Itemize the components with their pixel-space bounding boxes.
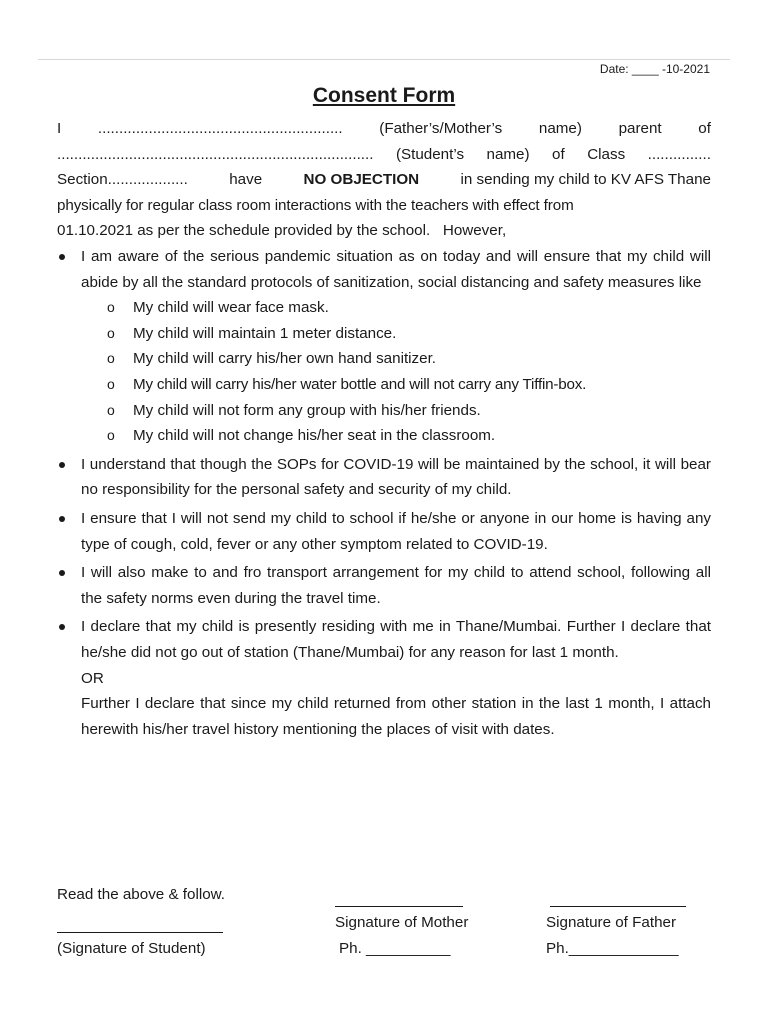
declaration-item-1 bbox=[57, 244, 711, 449]
protocol-sublist bbox=[81, 295, 711, 449]
mother-signature-line[interactable] bbox=[335, 906, 463, 907]
intro-line-3 bbox=[57, 167, 711, 193]
declaration-alt-text: Further I declare that since my child returned from other station in the last 1 month, I attach herewith his/her travel history mentioning the places of visit with dates. bbox=[81, 695, 711, 738]
declaration-text: I ensure that I will not send my child to school if he/she or anyone in our home is having any type of cough, cold, fever or any other symptom related to COVID-19. bbox=[81, 509, 711, 553]
intro-text: I bbox=[57, 120, 62, 137]
protocol-item: o My child will wear face mask. bbox=[107, 295, 711, 321]
declaration-text: I declare that my child is presently residing with me in Thane/Mumbai. Further I declare that he/she did not go out of station (Thane/Mumbai) for any reason for last 1 month. bbox=[81, 618, 711, 661]
protocol-item: o My child will maintain 1 meter distance. bbox=[107, 321, 711, 347]
intro-text: 01.10.2021 as per the schedule provided by the school. However, bbox=[57, 222, 507, 240]
declaration-item-4 bbox=[57, 560, 711, 611]
or-label: OR bbox=[81, 669, 104, 687]
student-signature-label: (Signature of Student) bbox=[57, 940, 206, 957]
intro-line-5 bbox=[57, 218, 711, 244]
mother-signature-label: Signature of Mother bbox=[335, 914, 469, 931]
intro-line-4 bbox=[57, 193, 711, 219]
intro-text: parent bbox=[618, 120, 662, 137]
protocol-item: o My child will not change his/her seat in the classroom. bbox=[107, 423, 711, 449]
header-rule bbox=[38, 59, 730, 60]
declaration-text: I will also make to and fro transport arrangement for my child to attend school, following all the safety norms even during the travel time. bbox=[81, 564, 711, 607]
student-signature-line[interactable] bbox=[57, 932, 223, 933]
declaration-item-5 bbox=[57, 614, 711, 742]
form-title: Consent Form bbox=[312, 84, 456, 107]
father-signature-line[interactable] bbox=[550, 906, 686, 907]
protocol-item: o My child will carry his/her water bottle and will not carry any Tiffin-box. bbox=[107, 372, 711, 398]
intro-paragraph bbox=[57, 116, 711, 244]
read-follow-text: Read the above & follow. bbox=[57, 886, 226, 903]
intro-text: (Student’s bbox=[395, 145, 465, 163]
mother-phone-field[interactable]: Ph. __________ bbox=[339, 940, 451, 957]
declaration-text: I am aware of the serious pandemic situation as on today and will ensure that my child will abide by all the standard protocols of sanitization, social distancing and safety measures like bbox=[81, 248, 711, 291]
intro-line-1 bbox=[57, 116, 711, 142]
intro-text: Class bbox=[587, 145, 626, 163]
declaration-item-3 bbox=[57, 506, 711, 557]
date-label: Date: ____ -10-2021 bbox=[599, 62, 710, 76]
intro-text: in sending my child to KV AFS Thane bbox=[460, 171, 711, 189]
parent-name-blank[interactable]: .......................................................... bbox=[97, 120, 343, 137]
father-phone-field[interactable]: Ph._____________ bbox=[546, 940, 679, 957]
intro-text: of bbox=[552, 145, 565, 163]
declaration-list bbox=[57, 244, 711, 742]
intro-text: name) bbox=[538, 120, 582, 137]
protocol-item: o My child will not form any group with his/her friends. bbox=[107, 398, 711, 424]
intro-text: physically for regular class room interactions with the teachers with effect from bbox=[57, 196, 574, 214]
intro-text: of bbox=[698, 120, 711, 137]
intro-text: have bbox=[229, 171, 263, 189]
intro-line-2 bbox=[57, 142, 711, 168]
section-blank[interactable]: Section................... bbox=[57, 171, 188, 189]
student-name-blank[interactable]: ........................................................................... bbox=[57, 145, 374, 163]
intro-text: (Father’s/Mother’s bbox=[379, 120, 503, 137]
declaration-item-2 bbox=[57, 452, 711, 503]
class-blank[interactable]: ............... bbox=[647, 145, 711, 163]
intro-text: name) bbox=[486, 145, 530, 163]
declaration-text: I understand that though the SOPs for COVID-19 will be maintained by the school, it will bear no responsibility for the personal safety and security of my child. bbox=[81, 455, 711, 499]
father-signature-label: Signature of Father bbox=[546, 914, 677, 931]
protocol-item: o My child will carry his/her own hand sanitizer. bbox=[107, 346, 711, 372]
no-objection-text: NO OBJECTION bbox=[303, 171, 420, 189]
